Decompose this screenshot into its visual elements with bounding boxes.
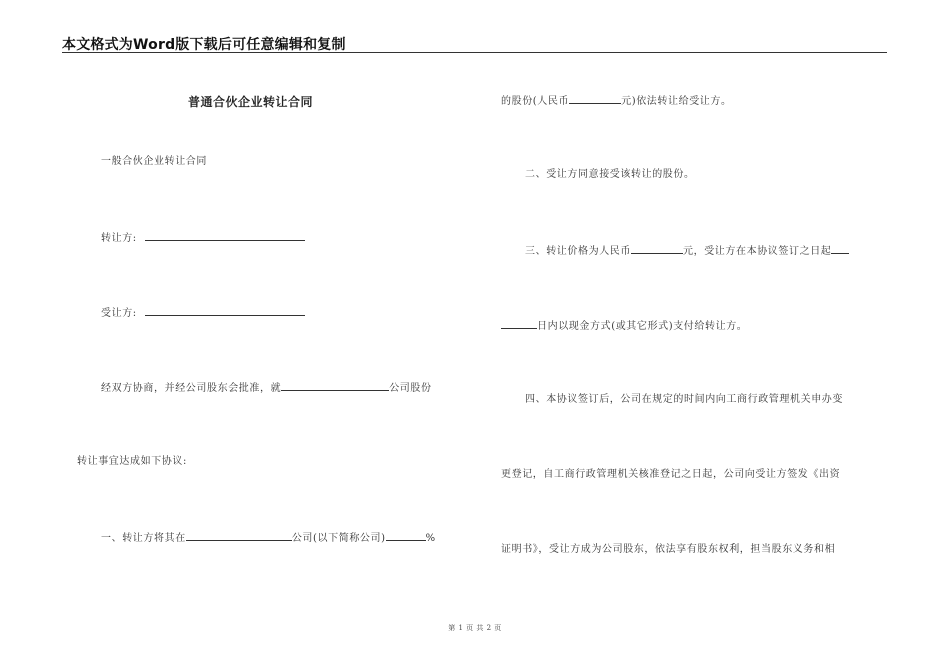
clause-four-line-two-text: 更登记，自工商行政管理机关核准登记之日起，公司向受让方签发《出资 <box>501 469 841 480</box>
clause-four-line-three <box>501 543 835 557</box>
clause-one-percent-blank <box>386 530 426 541</box>
clause-one-text-b: 公司(以下简称公司) <box>291 533 386 544</box>
days-blank-start <box>831 243 849 254</box>
transferor-blank <box>145 230 305 241</box>
transferor-label: 转让方: <box>101 233 137 244</box>
paragraph-agreement-intro <box>101 380 432 396</box>
transferee-label: 受让方: <box>101 308 137 319</box>
agreement-intro-text-b: 公司股份 <box>389 383 432 394</box>
transferee-line <box>101 305 305 321</box>
clause-one-cont-text-b: 元)依法转让给受让方。 <box>621 96 732 107</box>
clause-one-cont-text-a: 的股份(人民币 <box>501 96 570 107</box>
transferor-line <box>101 230 305 246</box>
clause-one-text-a: 一、转让方将其在 <box>101 533 186 544</box>
price-blank <box>631 243 683 254</box>
company-name-blank <box>281 380 389 391</box>
clause-three-cont-text: 日内以现金方式(或其它形式)支付给转让方。 <box>537 321 748 332</box>
agreement-reached-text: 转让事宜达成如下协议: <box>77 456 187 467</box>
days-blank-end <box>501 318 537 329</box>
clause-one-percent-sign: % <box>425 533 436 544</box>
page-number: 第 1 页 共 2 页 <box>448 624 502 632</box>
paragraph-agreement-reached <box>77 455 187 469</box>
clause-three-text-a: 三、转让价格为人民币 <box>525 246 631 257</box>
clause-one-company-blank <box>186 530 292 541</box>
agreement-intro-text-a: 经双方协商，并经公司股东会批准，就 <box>101 383 282 394</box>
clause-four-text: 四、本协议签订后，公司在规定的时间内向工商行政管理机关申办变 <box>525 394 843 405</box>
document-banner: 本文格式为Word版下载后可任意编辑和复制 <box>62 37 346 53</box>
clause-three-continued <box>501 318 747 334</box>
clause-four-line-two <box>501 468 840 482</box>
clause-four <box>525 393 843 407</box>
share-value-blank <box>569 93 621 104</box>
clause-two-text: 二、受让方同意接受该转让的股份。 <box>525 169 695 180</box>
contract-type-text: 一般合伙企业转让合同 <box>101 156 207 167</box>
clause-one-start <box>101 530 436 546</box>
paragraph-contract-type <box>101 155 207 169</box>
clause-three-text-b: 元，受让方在本协议签订之日起 <box>683 246 832 257</box>
clause-one-continued <box>501 93 732 109</box>
transferee-blank <box>145 305 305 316</box>
banner-divider <box>62 52 887 53</box>
document-title: 普通合伙企业转让合同 <box>188 95 314 109</box>
clause-three <box>525 243 849 259</box>
clause-two <box>525 168 695 182</box>
clause-four-line-three-text: 证明书》，受让方成为公司股东，依法享有股东权利，担当股东义务和相 <box>501 544 836 555</box>
